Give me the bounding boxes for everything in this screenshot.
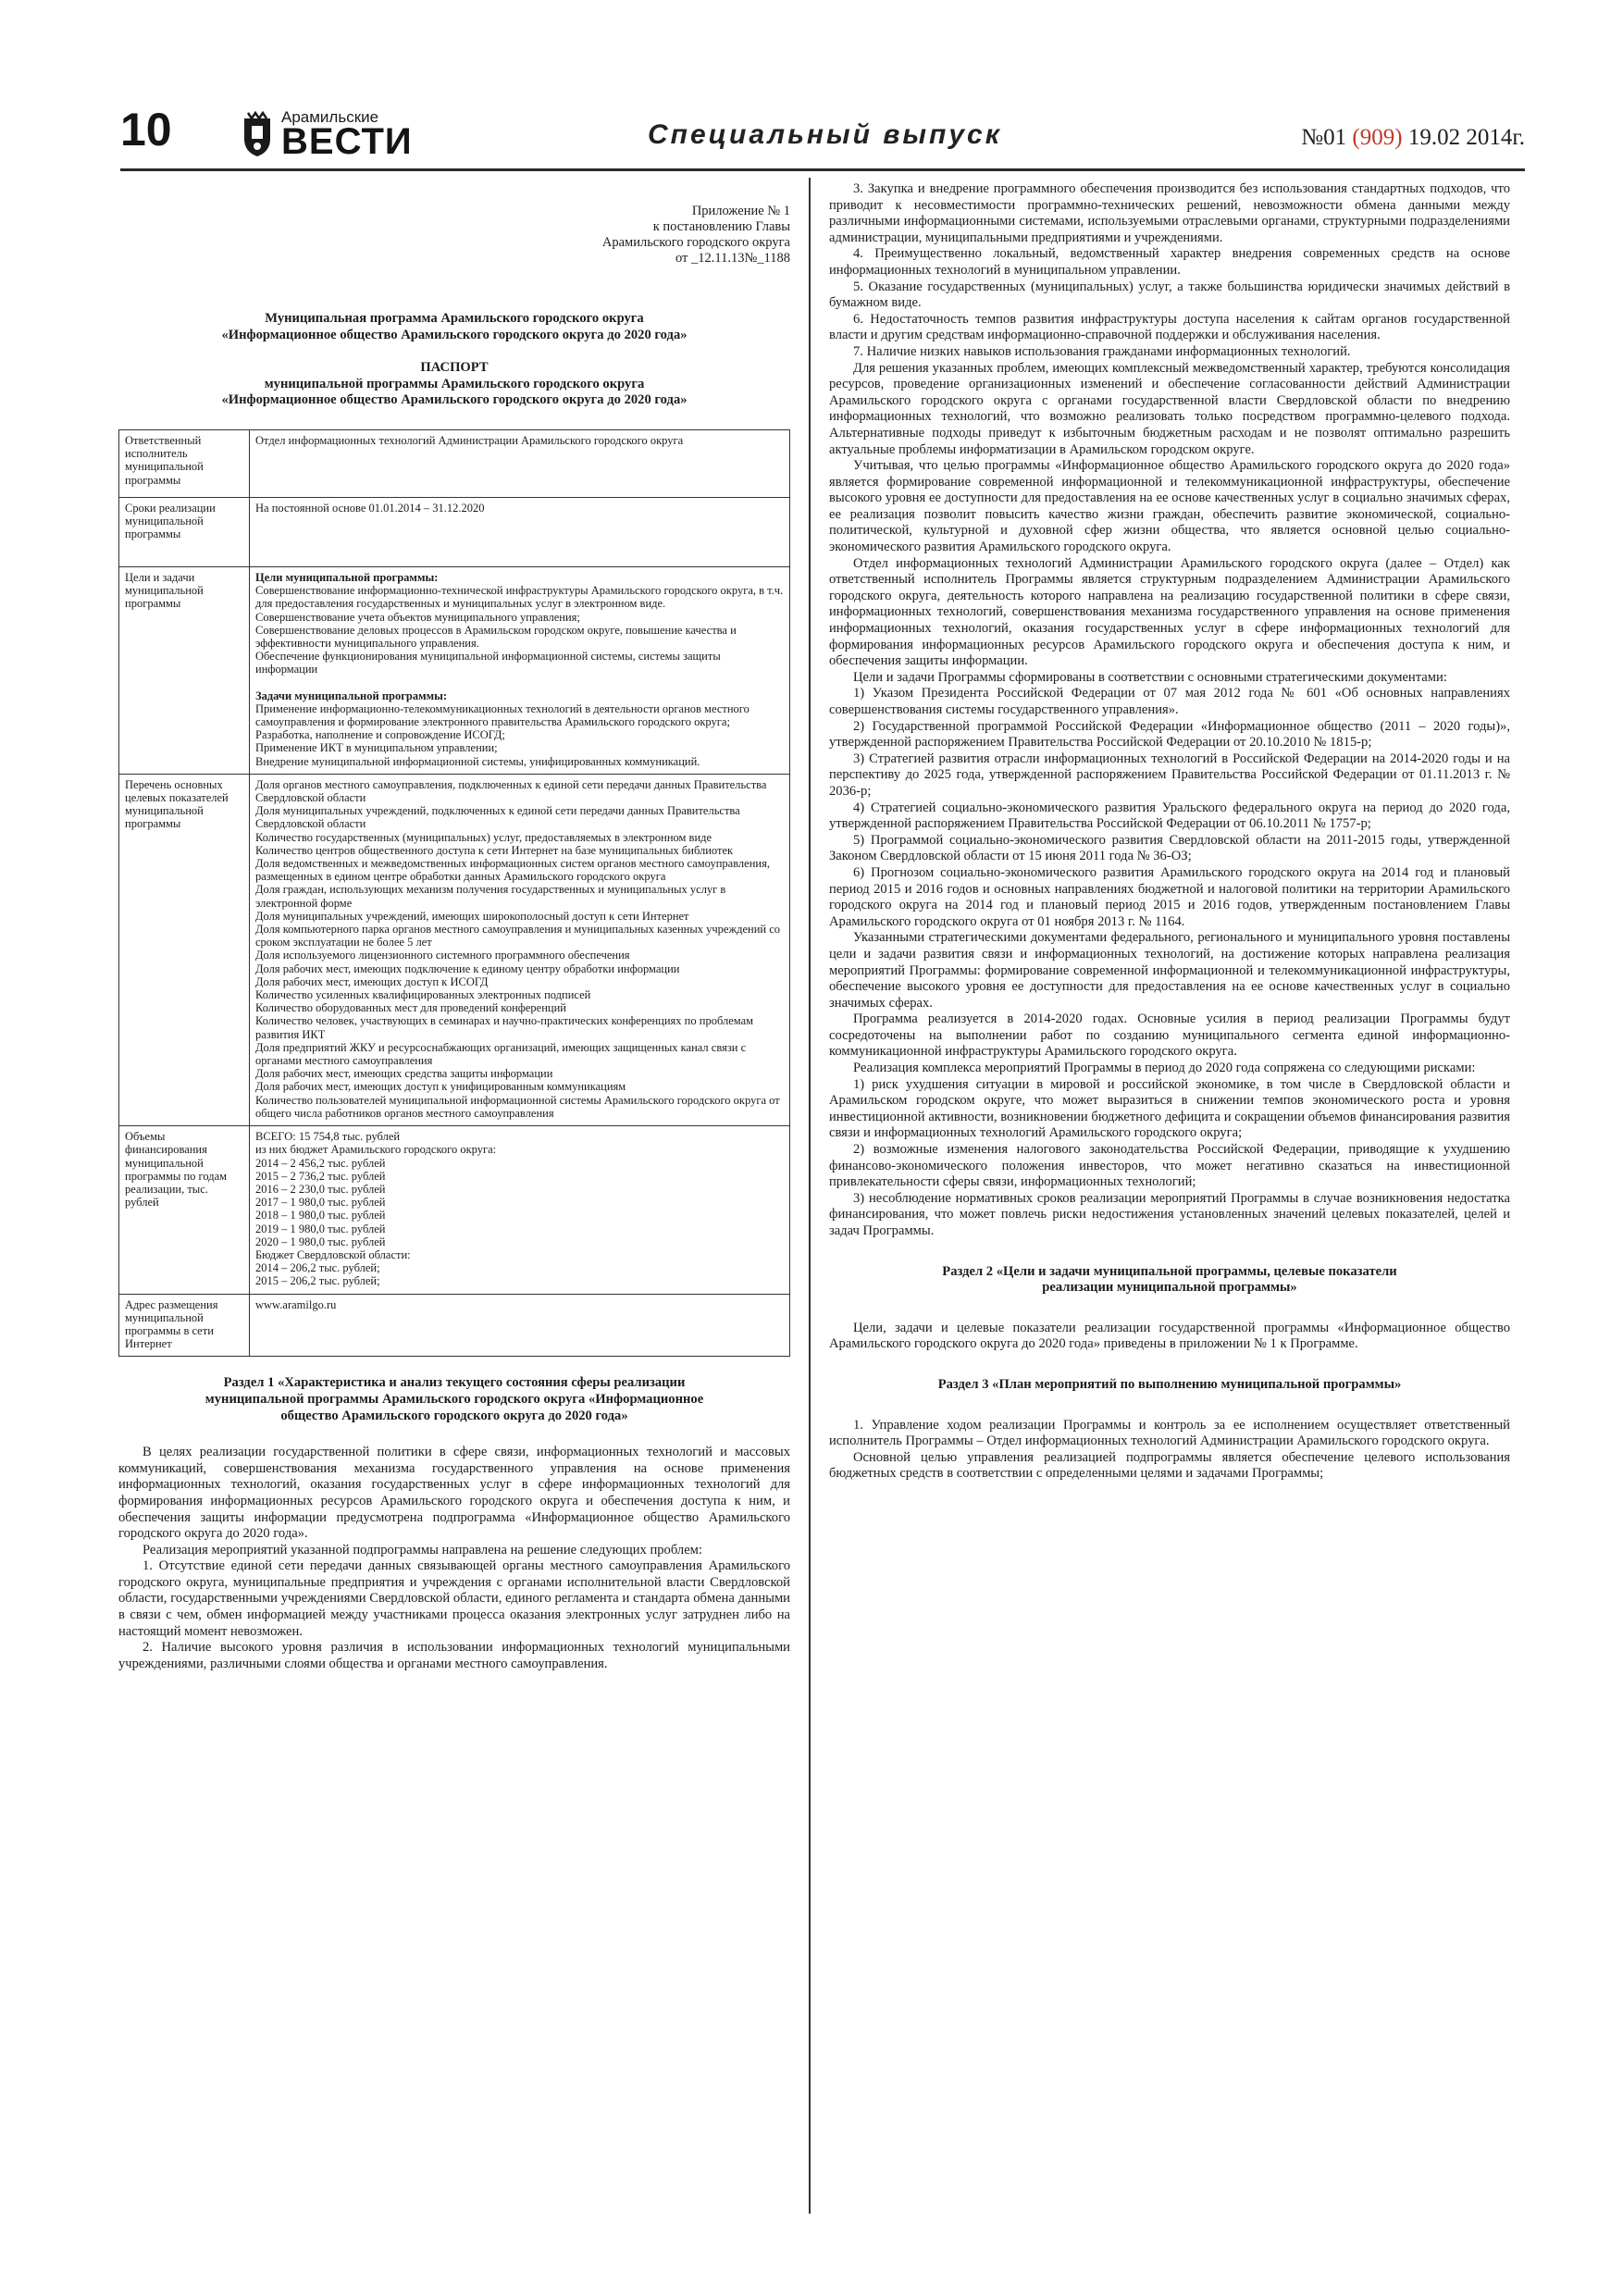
list-item: 2015 – 2 736,2 тыс. рублей xyxy=(255,1169,386,1183)
list-item: Количество пользователей муниципальной информационной системы Арамильского городского округа от общего числа работников органов местного самоуправления xyxy=(255,1093,780,1120)
list-item: Применение ИКТ в муниципальном управлении; xyxy=(255,741,498,755)
table-row xyxy=(119,429,790,497)
row-value-indicators xyxy=(250,774,790,1125)
paragraph: 1. Отсутствие единой сети передачи данных связывающей органы местного самоуправления Арамильского городского округа, муниципальные предприятия и учреждения с органами исполнительной власти Свердловской области, государственными учреждениями Свердловской области, единого регламента и стандарта обмена данными в связи с чем, обмен информацией между участниками процесса оказания электронных услуг затруднен либо на настоящий момент невозможен. xyxy=(118,1558,790,1639)
list-item: Совершенствование деловых процессов в Арамильском городском округе, повышение качества и эффективности муниципального управления. xyxy=(255,623,737,650)
list-item: 2019 – 1 980,0 тыс. рублей xyxy=(255,1222,386,1235)
list-item: Количество усиленных квалифицированных электронных подписей xyxy=(255,988,591,1002)
paragraph: Реализация мероприятий указанной подпрограммы направлена на решение следующих проблем: xyxy=(142,1542,702,1558)
program-title-line: «Информационное общество Арамильского городского округа до 2020 года» xyxy=(221,327,688,342)
row-label: Сроки реализации муниципальной программы xyxy=(119,497,250,566)
issue-info xyxy=(1301,122,1525,154)
list-item: 2015 – 206,2 тыс. рублей; xyxy=(255,1274,380,1288)
coat-of-arms-icon xyxy=(241,111,274,157)
logo-title: ВЕСТИ xyxy=(281,121,413,162)
page-number: 10 xyxy=(120,104,172,155)
tasks-heading: Задачи муниципальной программы: xyxy=(255,689,448,702)
passport-subtitle-line: «Информационное общество Арамильского городского округа до 2020 года» xyxy=(221,392,688,408)
row-value: На постоянной основе 01.01.2014 – 31.12.2020 xyxy=(250,497,790,566)
list-item: Доля рабочих мест, имеющих доступ к ИСОГД xyxy=(255,974,489,988)
paragraph: 6. Недостаточность темпов развития инфраструктуры доступа населения к сайтам органов государственной власти и другим средствам информационно-справочной поддержки и обслуживания населения. xyxy=(829,311,1510,343)
paragraph: 1. Управление ходом реализации Программы и контроль за ее исполнением осуществляет ответственный исполнитель Программы – Отдел информационных технологий Администрации Арамильского городского округа. xyxy=(829,1417,1510,1449)
list-item: Внедрение муниципальной информационной системы, унифицированных коммуникаций. xyxy=(255,754,700,768)
list-item: Совершенствование информационно-технической инфраструктуры Арамильского городского округа, в т.ч. для предоставления государственных и муниципальных услуг в электронном виде. xyxy=(255,584,784,611)
paragraph: 2) возможные изменения налогового законодательства Российской Федерации, приводящие к ухудшению финансово-экономического положения инвесторов, что может негативно сказаться на инвестиционной привлекательности сферы связи, информационных технологий; xyxy=(829,1142,1510,1190)
paragraph: Отдел информационных технологий Администрации Арамильского городского округа (далее – Отдел) как ответственный исполнитель Программы является структурным подразделением Администрации Арамильского городского округа, деятельность которого направлена на реализацию государственной политики в сфере связи, информационных технологий, совершенствования механизма государственного управления на основе применения информационных технологий, оказания государственных услуг в сфере информационных технологий для формирования информационных ресурсов Арамильского городского округа и обеспечения доступа к ним, и обеспечения защиты информации. xyxy=(829,555,1510,669)
list-item: Доля муниципальных учреждений, имеющих широкополосный доступ к сети Интернет xyxy=(255,909,689,923)
list-item: Количество центров общественного доступа к сети Интернет на базе муниципальных библиотек xyxy=(255,843,734,857)
list-item: Бюджет Свердловской области: xyxy=(255,1247,411,1261)
list-item: 2014 – 206,2 тыс. рублей; xyxy=(255,1261,380,1275)
list-item: из них бюджет Арамильского городского округа: xyxy=(255,1143,497,1157)
list-item: 2018 – 1 980,0 тыс. рублей xyxy=(255,1209,386,1222)
table-row xyxy=(119,1126,790,1294)
paragraph: 5. Оказание государственных (муниципальных) услуг, а также большинства юридически значимых действий в бумажном виде. xyxy=(829,279,1510,311)
section1-heading xyxy=(118,1375,790,1424)
row-label: Ответственный исполнитель муниципальной программы xyxy=(119,429,250,497)
right-column xyxy=(829,181,1510,1483)
list-item: ВСЕГО: 15 754,8 тыс. рублей xyxy=(255,1130,401,1144)
paragraph: В целях реализации государственной политики в сфере связи, информационных технологий и массовых коммуникаций, совершенствования механизма государственного управления на основе применения информационных технологий, оказания государственных услуг в сфере информационных технологий для формирования информационных ресурсов Арамильского городского округа и обеспечения доступа к ним, и обеспечения защиты информации предусмотрена подпрограмма «Информационное общество Арамильского городского округа до 2020 года». xyxy=(118,1445,790,1542)
list-item: Обеспечение функционирования муниципальной информационной системы, системы защиты информации xyxy=(255,650,721,676)
table-row xyxy=(119,566,790,774)
paragraph: 2. Наличие высокого уровня различия в использовании информационных технологий муниципальными учреждениями, различными слоями общества и органами местного самоуправления. xyxy=(118,1640,790,1671)
list-item: Количество человек, участвующих в семинарах и научно-практических конференциях по проблемам развития ИКТ xyxy=(255,1014,754,1041)
paragraph: Цели и задачи Программы сформированы в соответствии с основными стратегическими документами: xyxy=(853,669,1447,685)
paragraph: Указанными стратегическими документами федерального, регионального и муниципального уровня поставлены цели и задачи развития связи и информационных технологий, на достижение которых направлена реализация мероприятий Программы: формирование современной информационной и телекоммуникационной инфраструктуры, обеспечение высокого уровня ее доступности для предоставления на ее основе качественных услуг в социально значимых сферах. xyxy=(829,930,1510,1011)
paragraph: 2) Государственной программой Российской Федерации «Информационное общество (2011 – 2020 годы)», утвержденной распоряжением Правительства Российской Федерации от 20.10.2010 № 1815-р; xyxy=(829,718,1510,751)
program-title xyxy=(118,311,790,343)
passport-title xyxy=(118,360,790,409)
list-item: Доля рабочих мест, имеющих доступ к унифицированным коммуникациям xyxy=(255,1080,626,1094)
program-title-line: Муниципальная программа Арамильского городского округа xyxy=(265,311,644,326)
list-item: 2014 – 2 456,2 тыс. рублей xyxy=(255,1156,386,1170)
section1-heading-line: муниципальной программы Арамильского городского округа «Информационное xyxy=(204,1391,704,1407)
list-item: Доля органов местного самоуправления, подключенных к единой сети передачи данных Правительства Свердловской области xyxy=(255,777,767,805)
issue-total-number: (909) xyxy=(1352,125,1403,150)
paragraph: 1) риск ухудшения ситуации в мировой и российской экономике, в том числе в Свердловской области и Арамильском городском округе, что может выразиться в снижении темпов экономического роста и уровня инвестиционной активности, возникновении бюджетного дефицита и сокращении объемов финансирования развития связи и информационных технологий Арамильского городского округа; xyxy=(829,1076,1510,1141)
paragraph: 6) Прогнозом социально-экономического развития Арамильского городского округа на 2014 год и плановый период 2015 и 2016 годов и основных направлениях бюджетной и налоговой политики на территории Арамильского городского округа на 2014 год и плановый период 2015 и 2016 годов, утвержденным постановлением Главы Арамильского городского округа от 01 ноября 2013 г. № 1164. xyxy=(829,864,1510,929)
section3-heading: Раздел 3 «План мероприятий по выполнению муниципальной программы» xyxy=(937,1376,1402,1392)
section2-heading xyxy=(829,1264,1510,1297)
goals-heading: Цели муниципальной программы: xyxy=(255,570,439,584)
newspaper-logo xyxy=(241,109,435,161)
paragraph: Учитывая, что целью программы «Информационное общество Арамильского городского округа до 2020 года» является формирование современной информационной и телекоммуникационной инфраструктуры, обеспечение высокого уровня ее доступности для предоставления на ее основе качественных услуг в социально значимых сферах, ее реализация позволит повысить качество жизни граждан, обеспечить развитие экономической, социально-политической, культурной и духовной сфер жизни общества, что является основной целью социально-экономического развития Арамильского городского округа. xyxy=(829,458,1510,555)
list-item: Доля рабочих мест, имеющих средства защиты информации xyxy=(255,1067,553,1081)
issue-date: 19.02 2014г. xyxy=(1407,125,1525,150)
section1-heading-line: Раздел 1 «Характеристика и анализ текущего состояния сферы реализации xyxy=(223,1375,686,1391)
row-value-goals xyxy=(250,566,790,774)
masthead xyxy=(120,104,1525,171)
column-divider xyxy=(809,178,811,2214)
paragraph: 5) Программой социально-экономического развития Свердловской области на 2011-2015 годы, утвержденной Законом Свердловской области от 15 июня 2011 года № 36-ОЗ; xyxy=(829,832,1510,864)
list-item: Доля муниципальных учреждений, подключенных к единой сети передачи данных Правительства Свердловской области xyxy=(255,804,740,831)
paragraph: 3) несоблюдение нормативных сроков реализации мероприятий Программы в случае возникновения недостатка финансирования, что может повлечь риски недостижения установленных значений целевых показателей, целей и задач Программы. xyxy=(829,1190,1510,1238)
appendix-line: Арамильского городского округа xyxy=(601,235,790,250)
list-item: Количество оборудованных мест для проведений конференций xyxy=(255,1001,566,1015)
section-title: Специальный выпуск xyxy=(648,119,1002,150)
appendix-line: к постановлению Главы xyxy=(652,219,790,234)
table-row xyxy=(119,1294,790,1357)
row-label: Перечень основных целевых показателей муниципальной программы xyxy=(119,774,250,1125)
row-label: Объемы финансирования муниципальной программы по годам реализации, тыс. рублей xyxy=(119,1126,250,1294)
list-item: Доля граждан, использующих механизм получения государственных и муниципальных услуг в электронной форме xyxy=(255,883,726,910)
row-label: Цели и задачи муниципальной программы xyxy=(119,566,250,774)
table-row xyxy=(119,774,790,1125)
table-row xyxy=(119,497,790,566)
list-item: Количество государственных (муниципальных) услуг, предоставляемых в электронном виде xyxy=(255,830,712,844)
row-label: Адрес размещения муниципальной программы в сети Интернет xyxy=(119,1294,250,1357)
paragraph: Для решения указанных проблем, имеющих комплексный межведомственный характер, требуются консолидация ресурсов, проведение организационных изменений и обеспечение согласованности действий Администрации Арамильского городского округа с органами государственной власти Свердловской области по внедрению информационных технологий, что возможно реализовать только посредством программно-целевого подхода. Альтернативные подходы приведут к избыточным бюджетным расходам и не позволят оптимально разрешить актуальные проблемы информатизации в Арамильском городском округе. xyxy=(829,360,1510,457)
section2-heading-line: реализации муниципальной программы» xyxy=(1042,1280,1297,1296)
list-item: Разработка, наполнение и сопровождение ИСОГД; xyxy=(255,728,505,742)
logo-subtitle: Арамильские xyxy=(281,108,379,126)
row-value-website: www.aramilgo.ru xyxy=(250,1294,790,1357)
list-item: Доля ведомственных и межведомственных информационных систем органов местного самоуправления, размещенных в едином центре обработки данных Арамильского городского округа xyxy=(255,857,770,884)
section3-body xyxy=(829,1418,1510,1483)
issue-number: №01 xyxy=(1301,125,1347,150)
list-item: Доля используемого лицензионного системного программного обеспечения xyxy=(255,949,630,962)
list-item: Доля компьютерного парка органов местного самоуправления и муниципальных казенных учреждений со сроком эксплуатации не более 5 лет xyxy=(255,923,781,949)
left-column xyxy=(118,181,790,1672)
paragraph: Основной целью управления реализацией подпрограммы является обеспечение целевого использования бюджетных средств в соответствии с определенными целями и задачами Программы; xyxy=(829,1449,1510,1482)
list-item: 2016 – 2 230,0 тыс. рублей xyxy=(255,1182,386,1196)
paragraph: 3) Стратегией развития отрасли информационных технологий в Российской Федерации на 2014-2020 годы и на перспективу до 2025 года, утвержденной распоряжением Правительства Российской Федерации от 01.11.2013 г. № 2036-р; xyxy=(829,751,1510,799)
passport-subtitle-line: муниципальной программы Арамильского городского округа xyxy=(264,376,645,391)
right-body xyxy=(829,181,1510,1240)
list-item: Доля предприятий ЖКУ и ресурсоснабжающих организаций, имеющих защищенных канал связи с органами местного самоуправления xyxy=(255,1040,747,1068)
paragraph: Программа реализуется в 2014-2020 годах. Основные усилия в период реализации Программы будут сосредоточены на выполнении работ по созданию муниципального сегмента единой информационно-коммуникационной инфраструктуры Арамильского городского округа. xyxy=(829,1011,1510,1060)
section2-heading-line: Раздел 2 «Цели и задачи муниципальной программы, целевые показатели xyxy=(942,1263,1397,1279)
passport-table xyxy=(118,429,790,1357)
paragraph: Цели, задачи и целевые показатели реализации государственной программы «Информационное общество Арамильского городского округа до 2020 года» приведены в приложении № 1 к Программе. xyxy=(829,1320,1510,1352)
appendix-line: Приложение № 1 xyxy=(691,204,790,218)
list-item: Применение информационно-телекоммуникационных технологий в деятельности органов местного самоуправления и формирование электронного правительства Арамильского городского округа; xyxy=(255,701,750,728)
appendix-note xyxy=(118,204,790,267)
passport-heading: ПАСПОРТ xyxy=(420,360,489,376)
row-value: Отдел информационных технологий Администрации Арамильского городского округа xyxy=(250,429,790,497)
paragraph: Реализация комплекса мероприятий Программы в период до 2020 года сопряжена со следующими рисками: xyxy=(853,1061,1476,1076)
list-item: 2020 – 1 980,0 тыс. рублей xyxy=(255,1235,386,1248)
list-item: Доля рабочих мест, имеющих подключение к единому центру обработки информации xyxy=(255,962,680,975)
appendix-line: от _12.11.13№_1188 xyxy=(675,251,790,266)
paragraph: 7. Наличие низких навыков использования гражданами информационных технологий. xyxy=(853,343,1351,359)
section1-body xyxy=(118,1445,790,1672)
paragraph: 1) Указом Президента Российской Федерации от 07 мая 2012 года № 601 «Об основных направлениях совершенствования системы государственного управления». xyxy=(829,686,1510,717)
section1-heading-line: общество Арамильского городского округа до 2020 года» xyxy=(280,1408,628,1423)
paragraph: 4) Стратегией социально-экономического развития Уральского федерального округа на период до 2020 года, утвержденной распоряжением Правительства Российской Федерации от 06.10.2011 № 1757-р; xyxy=(829,800,1510,832)
paragraph: 4. Преимущественно локальный, ведомственный характер внедрения современных средств на основе информационных технологий в муниципальном управлении. xyxy=(829,246,1510,278)
list-item: 2017 – 1 980,0 тыс. рублей xyxy=(255,1196,386,1210)
list-item: Совершенствование учета объектов муниципального управления; xyxy=(255,610,580,624)
row-value-financing xyxy=(250,1126,790,1294)
paragraph: 3. Закупка и внедрение программного обеспечения производится без использования стандартных подходов, что приводит к несовместимости программно-технических решений, невозможности обмена данными между различными информационными системами, используемыми отраслевыми органами, структурными подразделениями администрации, муниципальными предприятиями и учреждениями. xyxy=(829,181,1510,245)
